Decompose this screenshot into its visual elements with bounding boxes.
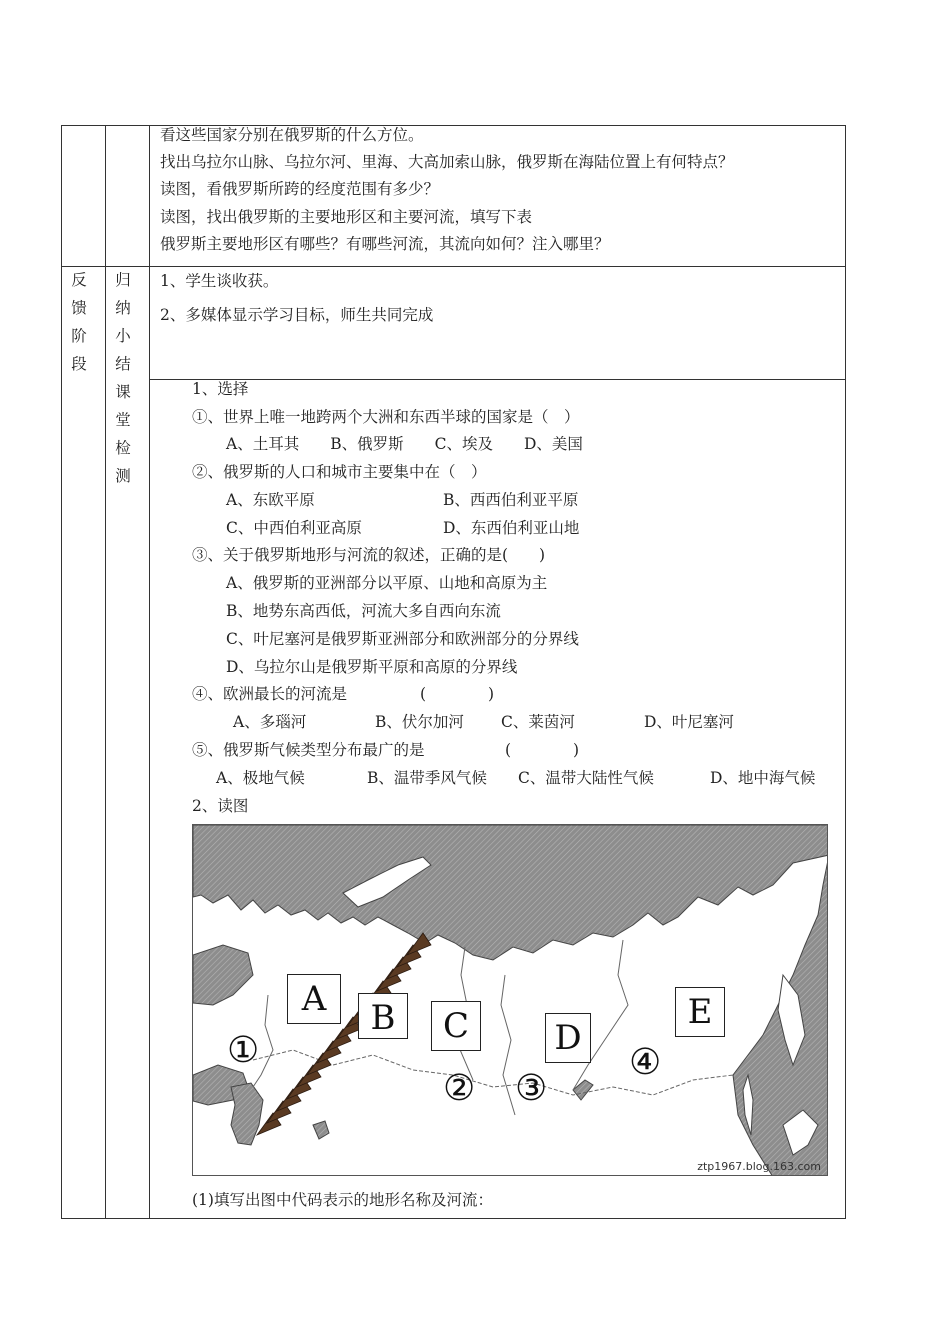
summary-item: 1、学生谈收获。 — [160, 272, 279, 290]
map-label-e: E — [675, 987, 725, 1037]
question-4-paren: ( ) — [420, 685, 495, 703]
row-divider — [149, 379, 845, 380]
question-1-options: A、土耳其 B、俄罗斯 C、埃及 D、美国 — [226, 435, 583, 453]
aral-sea — [313, 1121, 329, 1139]
question-2-option-c: C、中西伯利亚高原 — [226, 519, 362, 537]
fill-prompt: (1)填写出图中代码表示的地形名称及河流： — [192, 1191, 493, 1209]
question-3-option-d: D、乌拉尔山是俄罗斯平原和高原的分界线 — [226, 658, 518, 676]
top-row-text: 看这些国家分别在俄罗斯的什么方位。 — [160, 126, 424, 144]
question-2-option-d: D、东西伯利亚山地 — [443, 519, 580, 537]
map-label-c: C — [431, 1001, 481, 1051]
map-label-b: B — [358, 993, 408, 1039]
check-label: 课 堂 检 测 — [115, 383, 131, 485]
question-4-option-a: A、多瑙河 — [233, 713, 307, 731]
question-3-option-b: B、地势东高西低，河流大多自西向东流 — [226, 602, 501, 620]
summary-label: 归 纳 小 结 — [115, 271, 131, 373]
stage-label: 反 馈 阶 段 — [71, 271, 87, 373]
map-marker-2: ② — [443, 1068, 476, 1109]
top-row-text: 读图，找出俄罗斯的主要地形区和主要河流，填写下表 — [160, 208, 533, 226]
russia-map — [192, 824, 828, 1176]
question-2-option-a: A、东欧平原 — [226, 491, 315, 509]
question-1: ①、世界上唯一地跨两个大洲和东西半球的国家是（ ） — [192, 408, 580, 426]
baltic-sea — [193, 945, 253, 1005]
row-divider — [62, 266, 845, 267]
question-3-option-a: A、俄罗斯的亚洲部分以平原、山地和高原为主 — [226, 574, 548, 592]
question-4-option-d: D、叶尼塞河 — [644, 713, 734, 731]
top-row-text: 找出乌拉尔山脉、乌拉尔河、里海、大高加索山脉，俄罗斯在海陆位置上有何特点？ — [160, 153, 734, 171]
quiz-heading: 1、选择 — [192, 380, 249, 398]
question-5-option-d: D、地中海气候 — [710, 769, 816, 787]
caspian-sea — [231, 1083, 263, 1145]
map-label-d: D — [545, 1013, 591, 1063]
question-5-paren: ( ) — [505, 741, 580, 759]
arctic-ocean — [193, 825, 828, 960]
map-watermark: ztp1967.blog.163.com — [697, 1160, 821, 1173]
question-2-option-b: B、西西伯利亚平原 — [443, 491, 579, 509]
column-divider — [105, 126, 106, 1218]
question-5-option-c: C、温带大陆性气候 — [518, 769, 654, 787]
map-marker-3: ③ — [515, 1068, 548, 1109]
map-label-a: A — [287, 974, 341, 1024]
question-4: ④、欧洲最长的河流是 — [192, 685, 348, 703]
question-4-option-c: C、莱茵河 — [501, 713, 575, 731]
question-3: ③、关于俄罗斯地形与河流的叙述，正确的是( ) — [192, 546, 546, 564]
yenisei-river — [501, 975, 515, 1115]
question-3-option-c: C、叶尼塞河是俄罗斯亚洲部分和欧洲部分的分界线 — [226, 630, 579, 648]
column-divider — [149, 126, 150, 1218]
question-2: ②、俄罗斯的人口和城市主要集中在（ ） — [192, 463, 487, 481]
lake-baikal — [573, 1080, 593, 1100]
top-row-text: 读图，看俄罗斯所跨的经度范围有多少？ — [160, 180, 440, 198]
top-row-text: 俄罗斯主要地形区有哪些？有哪些河流，其流向如何？注入哪里？ — [160, 235, 610, 253]
question-5-option-a: A、极地气候 — [216, 769, 305, 787]
question-4-option-b: B、伏尔加河 — [375, 713, 464, 731]
read-map-heading: 2、读图 — [192, 797, 249, 815]
question-5-option-b: B、温带季风气候 — [367, 769, 487, 787]
map-marker-4: ④ — [629, 1042, 662, 1083]
map-marker-1: ① — [227, 1030, 260, 1071]
question-5: ⑤、俄罗斯气候类型分布最广的是 — [192, 741, 425, 759]
summary-item: 2、多媒体显示学习目标，师生共同完成 — [160, 306, 434, 324]
